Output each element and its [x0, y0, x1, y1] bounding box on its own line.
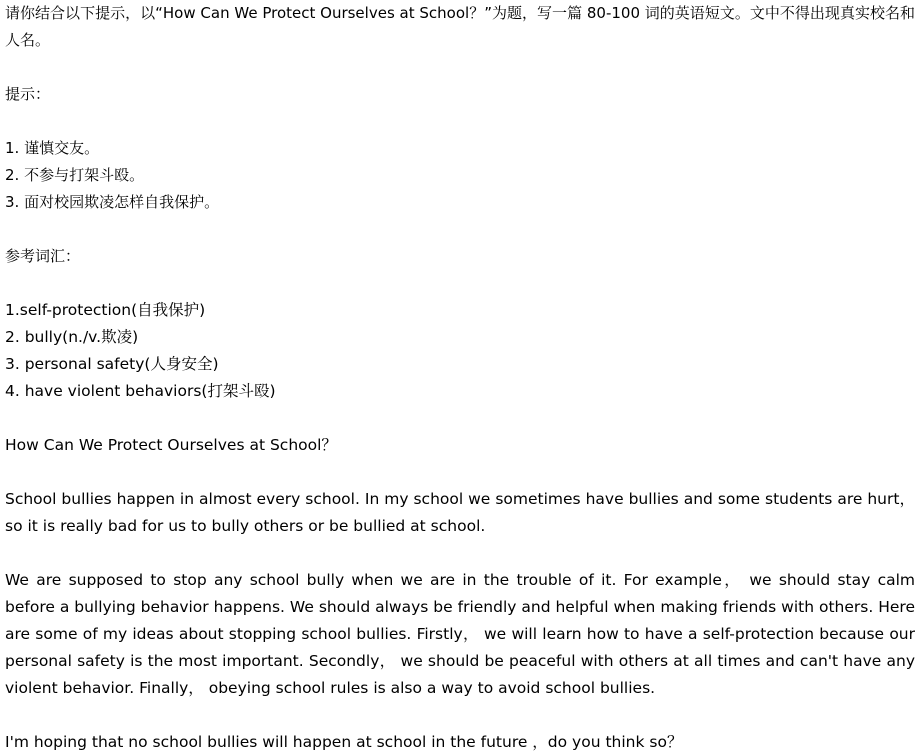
vocab-item: 3. personal safety(人身安全) [5, 355, 219, 373]
vocab-item: 4. have violent behaviors(打架斗殴) [5, 382, 276, 400]
spacer [5, 405, 915, 432]
spacer [5, 540, 915, 567]
document-page [5, 0, 915, 756]
spacer [5, 459, 915, 486]
spacer [5, 270, 915, 297]
essay-paragraph: School bullies happen in almost every school. In my school we sometimes have bullies and some students are hurt， so it is really bad for us to bully others or be bullied at school. [5, 490, 915, 535]
hint-item: 1. 谨慎交友。 [5, 139, 100, 157]
spacer [5, 702, 915, 729]
essay-title: How Can We Protect Ourselves at School？ [5, 436, 337, 454]
essay-paragraph: I'm hoping that no school bullies will happen at school in the future ，do you think so？ [5, 733, 683, 751]
spacer [5, 216, 915, 243]
hint-item: 2. 不参与打架斗殴。 [5, 166, 145, 184]
spacer [5, 54, 915, 81]
hint-item: 3. 面对校园欺凌怎样自我保护。 [5, 193, 220, 211]
hints-label: 提示： [5, 85, 51, 103]
spacer [5, 108, 915, 135]
prompt-intro: 请你结合以下提示，以“How Can We Protect Ourselves at School？”为题，写一篇 80-100 词的英语短文。文中不得出现真实校名和人名。 [5, 4, 915, 49]
vocab-item: 2. bully(n./v.欺凌) [5, 328, 139, 346]
vocab-item: 1.self-protection(自我保护) [5, 301, 206, 319]
vocab-label: 参考词汇： [5, 247, 81, 265]
essay-paragraph: We are supposed to stop any school bully when we are in the trouble of it. For example， we should stay calm before a bullying behavior happens. We should always be friendly and helpful when making friends with others. Here are some of my ideas about stopping school bullies. Firstly， we will learn how to have a self-protection because our personal safety is the most important. Secondly， we should be peaceful with others at all times and can't have any violent behavior. Finally， obeying school rules is also a way to avoid school bullies. [5, 571, 915, 697]
